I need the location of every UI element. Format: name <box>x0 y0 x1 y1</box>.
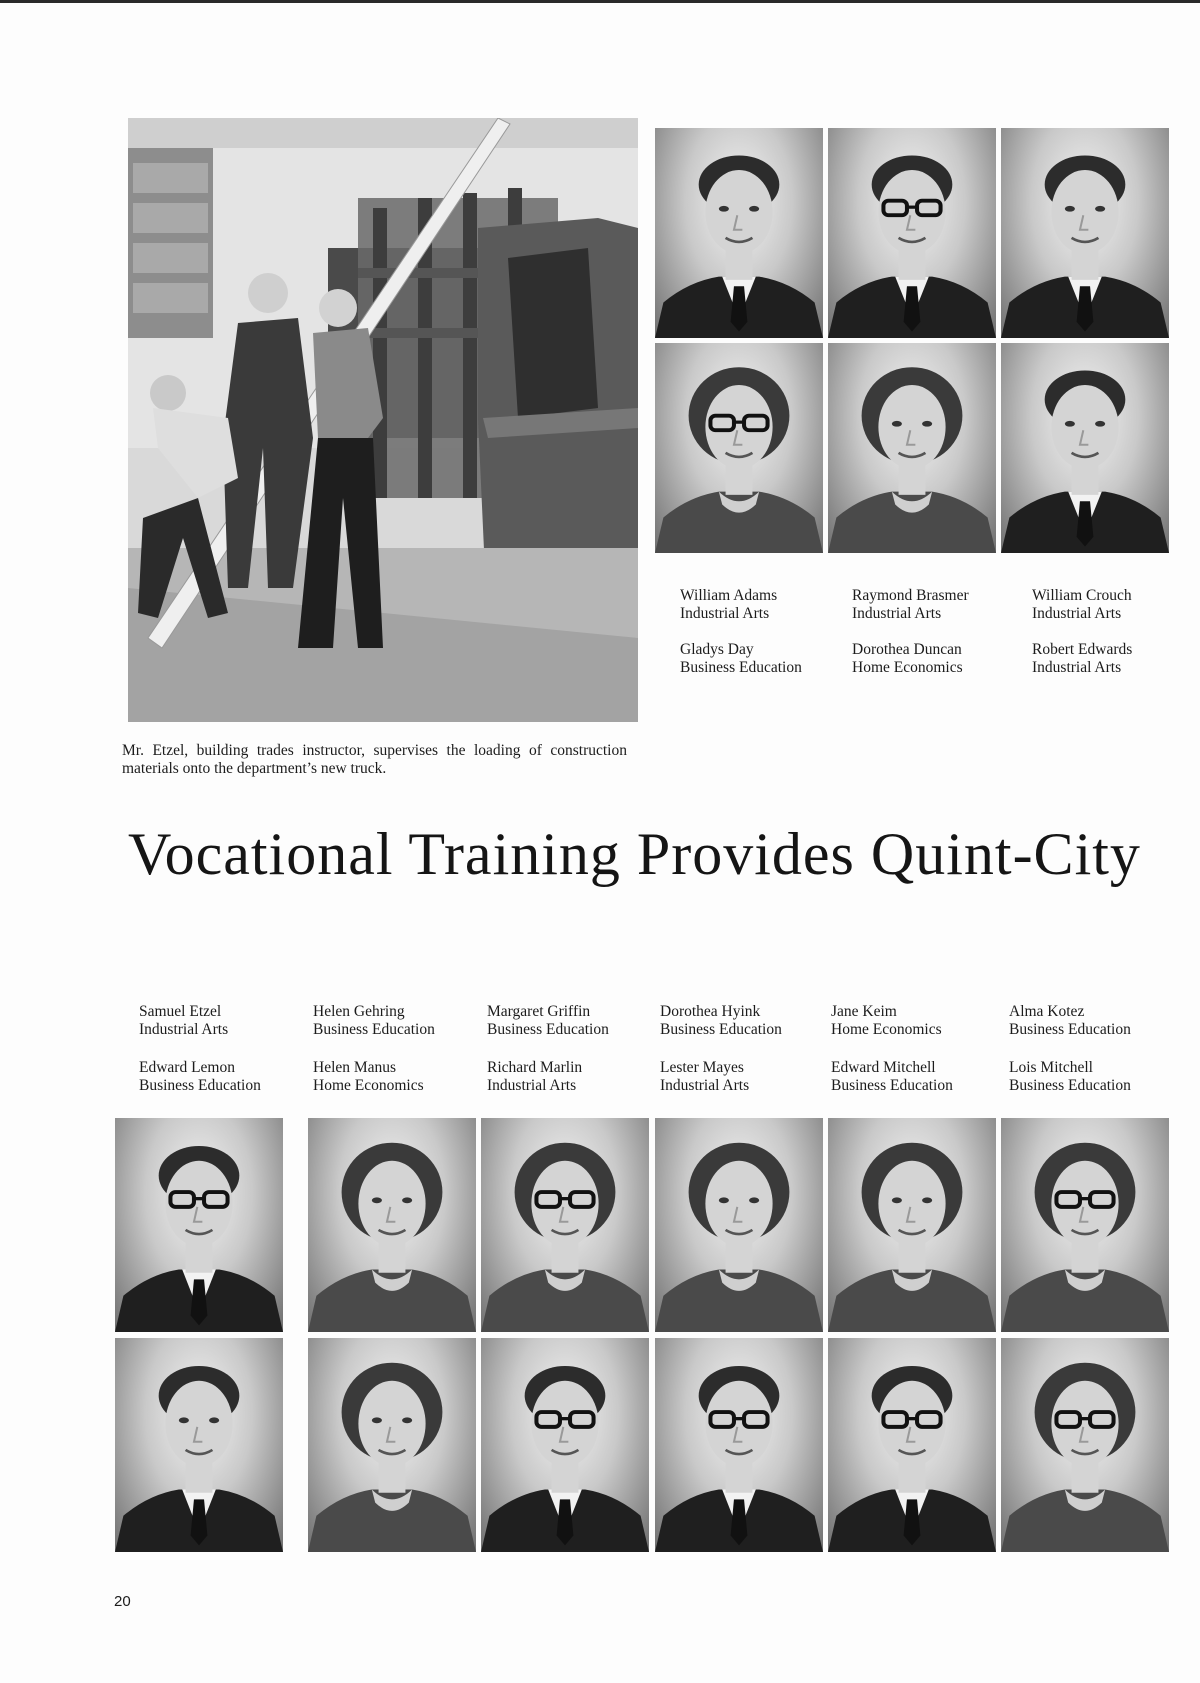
faculty-name: William Adams <box>680 587 778 604</box>
faculty-name-block <box>1009 1059 1131 1095</box>
faculty-name: Edward Lemon <box>139 1059 235 1076</box>
faculty-name-block <box>660 1059 749 1095</box>
faculty-name-block <box>680 587 777 623</box>
portrait-edward-lemon <box>115 1338 283 1552</box>
page-top-border <box>0 0 1200 3</box>
faculty-name-block <box>487 1059 582 1095</box>
portrait-jane-keim <box>828 1118 996 1332</box>
portrait-edward-mitchell <box>828 1338 996 1552</box>
faculty-department: Business Education <box>313 1021 435 1038</box>
faculty-department: Home Economics <box>831 1021 942 1038</box>
faculty-department: Business Education <box>680 659 802 676</box>
faculty-name-block <box>313 1059 424 1095</box>
faculty-name-block <box>852 587 969 623</box>
faculty-department: Industrial Arts <box>680 605 770 622</box>
portrait-lois-mitchell <box>1001 1338 1169 1552</box>
faculty-name: Samuel Etzel <box>139 1003 222 1020</box>
faculty-name: William Crouch <box>1032 587 1132 604</box>
faculty-department: Business Education <box>139 1077 261 1094</box>
faculty-department: Home Economics <box>852 659 963 676</box>
faculty-name-block <box>139 1059 261 1095</box>
portrait-lester-mayes <box>655 1338 823 1552</box>
faculty-name: Raymond Brasmer <box>852 587 969 604</box>
faculty-name-block <box>831 1003 942 1039</box>
portrait-alma-kotez <box>1001 1118 1169 1332</box>
portrait-william-adams <box>655 128 823 338</box>
faculty-name-block <box>680 641 802 677</box>
portrait-dorothea-duncan <box>828 343 996 553</box>
faculty-department: Business Education <box>1009 1021 1131 1038</box>
faculty-name: Alma Kotez <box>1009 1003 1085 1020</box>
faculty-name: Jane Keim <box>831 1003 897 1020</box>
faculty-name: Richard Marlin <box>487 1059 583 1076</box>
faculty-name: Robert Edwards <box>1032 641 1133 658</box>
portrait-dorothea-hyink <box>655 1118 823 1332</box>
faculty-department: Business Education <box>660 1021 782 1038</box>
portrait-helen-gehring <box>308 1118 476 1332</box>
faculty-department: Industrial Arts <box>487 1077 577 1094</box>
faculty-name: Helen Gehring <box>313 1003 405 1020</box>
faculty-name: Lois Mitchell <box>1009 1059 1093 1076</box>
faculty-name: Margaret Griffin <box>487 1003 591 1020</box>
faculty-name-block <box>139 1003 228 1039</box>
portrait-helen-manus <box>308 1338 476 1552</box>
portrait-richard-marlin <box>481 1338 649 1552</box>
portrait-robert-edwards <box>1001 343 1169 553</box>
faculty-name: Dorothea Duncan <box>852 641 962 658</box>
page-headline: Vocational Training Provides Quint-City <box>128 821 1141 887</box>
faculty-department: Business Education <box>487 1021 609 1038</box>
faculty-name-block <box>1032 641 1132 677</box>
portrait-gladys-day <box>655 343 823 553</box>
faculty-name: Edward Mitchell <box>831 1059 936 1076</box>
portrait-william-crouch <box>1001 128 1169 338</box>
faculty-department: Industrial Arts <box>139 1021 229 1038</box>
faculty-name-block <box>1032 587 1132 623</box>
faculty-name: Lester Mayes <box>660 1059 744 1076</box>
portrait-raymond-brasmer <box>828 128 996 338</box>
faculty-name: Helen Manus <box>313 1059 397 1076</box>
portrait-samuel-etzel <box>115 1118 283 1332</box>
faculty-department: Industrial Arts <box>852 605 942 622</box>
faculty-name-block <box>313 1003 435 1039</box>
faculty-name-block <box>852 641 963 677</box>
portrait-margaret-griffin <box>481 1118 649 1332</box>
faculty-department: Industrial Arts <box>1032 605 1122 622</box>
photo-caption: Mr. Etzel, building trades instructor, supervises the loading of construction materials onto the department’s new truck. <box>122 742 627 777</box>
faculty-department: Industrial Arts <box>660 1077 750 1094</box>
page-number: 20 <box>114 1593 131 1610</box>
truck-loading-photo <box>128 118 638 722</box>
faculty-name-block <box>831 1059 953 1095</box>
faculty-department: Business Education <box>831 1077 953 1094</box>
faculty-department: Business Education <box>1009 1077 1131 1094</box>
faculty-department: Home Economics <box>313 1077 424 1094</box>
faculty-name-block <box>1009 1003 1131 1039</box>
faculty-name: Dorothea Hyink <box>660 1003 761 1020</box>
faculty-name: Gladys Day <box>680 641 754 658</box>
faculty-name-block <box>660 1003 782 1039</box>
faculty-department: Industrial Arts <box>1032 659 1122 676</box>
faculty-name-block <box>487 1003 609 1039</box>
